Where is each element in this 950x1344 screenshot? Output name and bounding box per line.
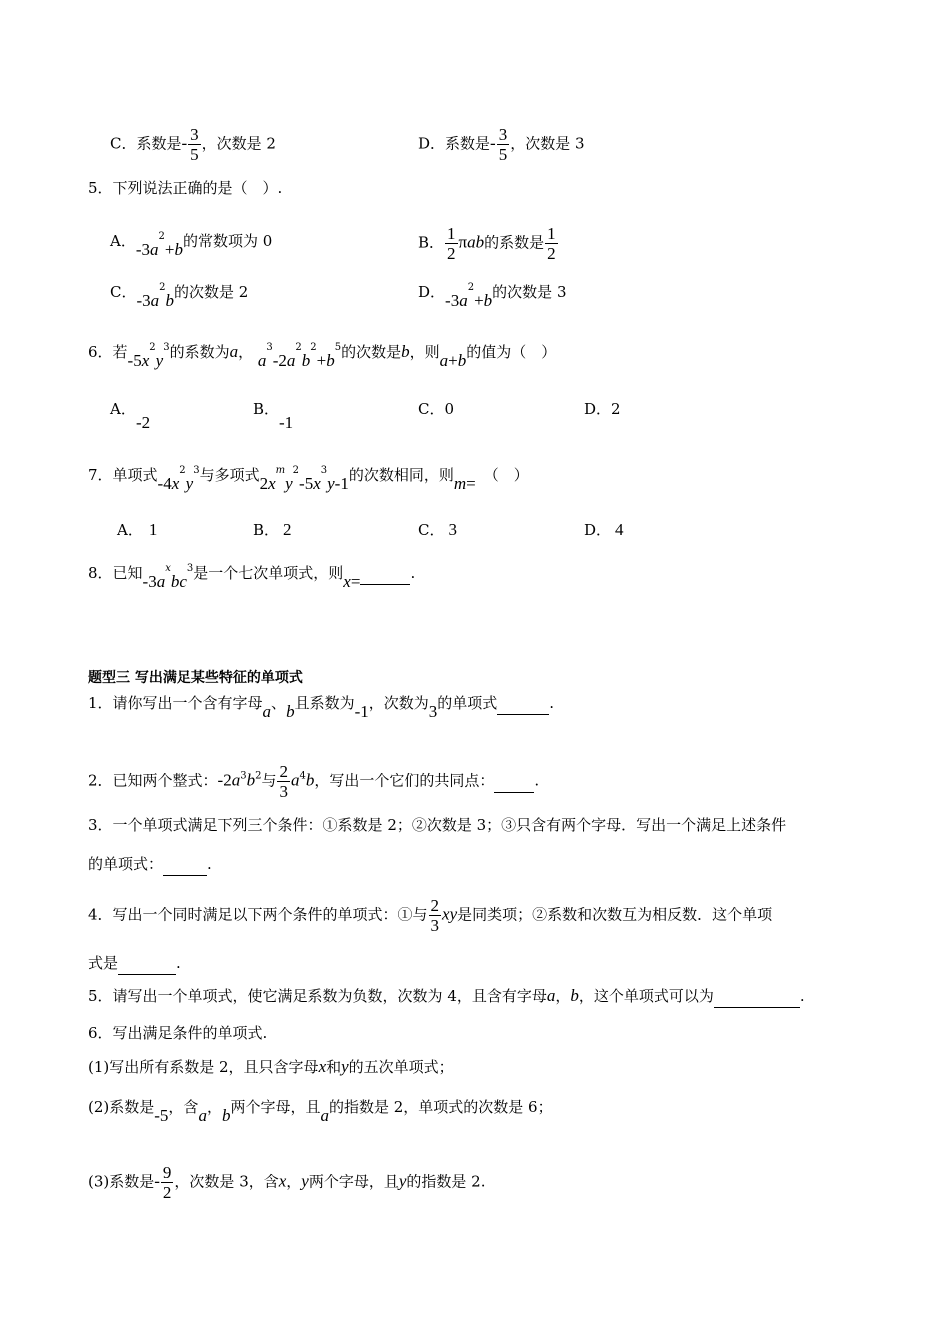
s2-question: 2．已知两个整式：$-2a^3b^2$与 $\frac{2}{3}$ $a^4b$，写出一个它们的共同点： . <box>88 762 540 801</box>
fraction: $\frac{2}{3}$ <box>279 762 288 801</box>
s6-part3: (3)系数是- $\frac{9}{2}$ ，次数是 3，含x，y两个字母，且y的指数是 2. <box>88 1163 486 1202</box>
fraction: $\frac{3}{5}$ <box>498 125 508 164</box>
fraction: $\frac{1}{2}$ <box>547 224 556 263</box>
q5-stem: 5．下列说法正确的是（ ）. <box>88 179 283 197</box>
answer-blank[interactable] <box>163 853 207 876</box>
q7-stem: 7．单项式$-4x^2y^3$与多项式$2x^my^2-5x^3y-1$的次数相同，则m= （ ） <box>88 465 529 493</box>
q6-option-b[interactable]: B． -1 <box>253 400 294 432</box>
s1-question: 1．请你写出一个含有字母a、b且系数为-1，次数为3的单项式 . <box>88 694 555 721</box>
answer-blank[interactable] <box>118 952 176 975</box>
q7-option-b[interactable]: B． 2 <box>253 520 292 539</box>
section-title: 题型三 写出满足某些特征的单项式 <box>88 670 303 686</box>
q7-option-d[interactable]: D． 4 <box>584 520 624 539</box>
fraction: $\frac{2}{3}$ <box>430 896 440 935</box>
answer-blank[interactable] <box>497 692 549 715</box>
fraction: $\frac{9}{2}$ <box>162 1163 172 1202</box>
s4-line1: 4．写出一个同时满足以下两个条件的单项式：①与 $\frac{2}{3}$ xy是同类项；②系数和次数互为相反数．这个单项 <box>88 896 773 935</box>
q4-option-d[interactable]: D．系数是- $\frac{3}{5}$ ，次数是 3 <box>418 125 585 164</box>
q6-stem: 6．若$-5x^2y^3$的系数为a， $a^3-2a^2b^2+b^5$的次数是b，则a+b的值为（ ） <box>88 342 557 370</box>
answer-blank[interactable] <box>494 770 534 793</box>
q6-option-c[interactable]: C．0 <box>418 400 455 418</box>
s3-line2: 的单项式： . <box>88 853 212 876</box>
answer-blank[interactable] <box>360 562 410 585</box>
fraction: $\frac{1}{2}$ <box>447 224 456 263</box>
q7-option-a[interactable]: A． 1 <box>117 520 158 539</box>
q8-stem: 8．已知$-3a^xbc^3$是一个七次单项式，则x= . <box>88 563 416 591</box>
s6-part1: (1)写出所有系数是 2，且只含字母x和y的五次单项式； <box>88 1057 454 1076</box>
q6-option-d[interactable]: D．2 <box>584 400 621 418</box>
q4-option-c[interactable]: C．系数是- $\frac{3}{5}$ ，次数是 2 <box>110 125 276 164</box>
fraction: $\frac{3}{5}$ <box>190 125 199 164</box>
answer-blank[interactable] <box>714 985 800 1008</box>
q5-option-b[interactable]: B． $\frac{1}{2}$ πab的系数是 $\frac{1}{2}$ <box>418 224 556 263</box>
q5-option-a[interactable]: A．$-3a^2+b$的常数项为 0 <box>110 231 273 259</box>
s5-question: 5．请写出一个单项式，使它满足系数为负数，次数为 4，且含有字母a，b，这个单项式可以为 . <box>88 985 805 1008</box>
q7-option-c[interactable]: C． 3 <box>418 520 457 539</box>
q5-option-d[interactable]: D．$-3a^2+b$的次数是 3 <box>418 282 567 310</box>
q6-option-a[interactable]: A． -2 <box>110 400 151 432</box>
q5-option-c[interactable]: C．$-3a^2b$的次数是 2 <box>110 282 249 310</box>
s6-stem: 6．写出满足条件的单项式. <box>88 1024 268 1042</box>
s4-line2: 式是 . <box>88 952 181 975</box>
s3-line1: 3．一个单项式满足下列三个条件：①系数是 2；②次数是 3；③只含有两个字母．写出一个满足上述条件 <box>88 816 787 834</box>
s6-part2: (2)系数是-5，含a，b两个字母，且a的指数是 2，单项式的次数是 6； <box>88 1098 553 1125</box>
